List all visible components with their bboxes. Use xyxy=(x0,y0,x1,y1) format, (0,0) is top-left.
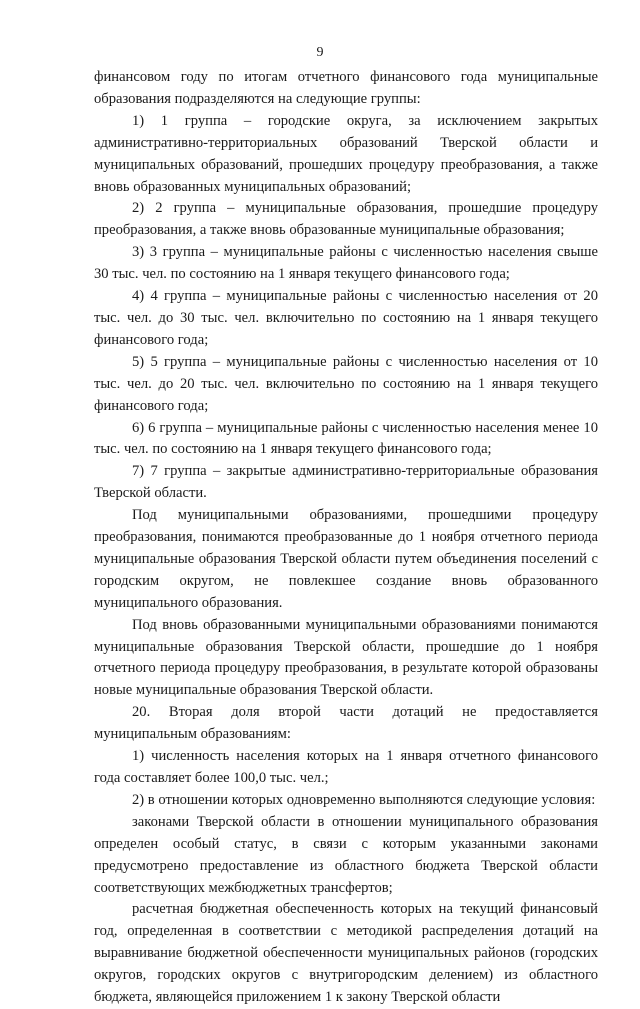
paragraph: 1) численность населения которых на 1 января отчетного финансового года составляет более 100,0 тыс. чел.; xyxy=(94,748,598,786)
paragraph: 2) 2 группа – муниципальные образования, прошедшие процедуру преобразования, а также вновь образованные муниципальные образования; xyxy=(94,200,598,239)
paragraph: финансовом году по итогам отчетного финансового года муниципальные образования подразделяются на следующие группы: xyxy=(94,69,598,107)
page-number: 9 xyxy=(316,45,324,60)
paragraph: 2) в отношении которых одновременно выполняются следующие условия: xyxy=(132,791,596,808)
document-body xyxy=(94,67,598,1009)
paragraph: законами Тверской области в отношении муниципального образования определен особый статус, в связи с которым указанными законами предусмотрено предоставление из областного бюджета Тверской области соответствующих межбюджетных трансфертов; xyxy=(94,813,598,896)
paragraph: Под муниципальными образованиями, прошедшими процедуру преобразования, понимаются преобразованные до 1 ноября отчетного периода муниципальные образования Тверской области путем объединения поселений с городским округом, не повлекшее создание вновь образованного муниципального образования. xyxy=(94,507,598,611)
paragraph: 20. Вторая доля второй части дотаций не предоставляется муниципальным образованиям: xyxy=(94,704,598,743)
paragraph: 7) 7 группа – закрытые административно-территориальные образования Тверской области. xyxy=(94,463,598,502)
paragraph: 4) 4 группа – муниципальные районы с численностью населения от 20 тыс. чел. до 30 тыс. чел. включительно по состоянию на 1 января текущего финансового года; xyxy=(94,288,598,348)
paragraph: 3) 3 группа – муниципальные районы с численностью населения свыше 30 тыс. чел. по состоянию на 1 января текущего финансового года; xyxy=(94,244,598,283)
paragraph: расчетная бюджетная обеспеченность которых на текущий финансовый год, определенная в соответствии с методикой распределения дотаций на выравнивание бюджетной обеспеченности муниципальных районов (городских округов, городских округов с внутригородским делением) из областного бюджета, являющейся приложением 1 к закону Тверской области xyxy=(94,901,598,1006)
paragraph: Под вновь образованными муниципальными образованиями понимаются муниципальные образования Тверской области, прошедшие до 1 ноября отчетного периода процедуру преобразования, в результате которой образованы новые муниципальные образования Тверской области. xyxy=(94,616,598,699)
paragraph: 1) 1 группа – городские округа, за исключением закрытых административно-территориальных образований Тверской области и муниципальных образований, прошедших процедуру преобразования, а также вновь образованных муниципальных образований; xyxy=(94,112,598,195)
paragraph: 5) 5 группа – муниципальные районы с численностью населения от 10 тыс. чел. до 20 тыс. чел. включительно по состоянию на 1 января текущего финансового года; xyxy=(94,353,598,414)
paragraph: 6) 6 группа – муниципальные районы с численностью населения менее 10 тыс. чел. по состоянию на 1 января текущего финансового года; xyxy=(94,419,598,458)
